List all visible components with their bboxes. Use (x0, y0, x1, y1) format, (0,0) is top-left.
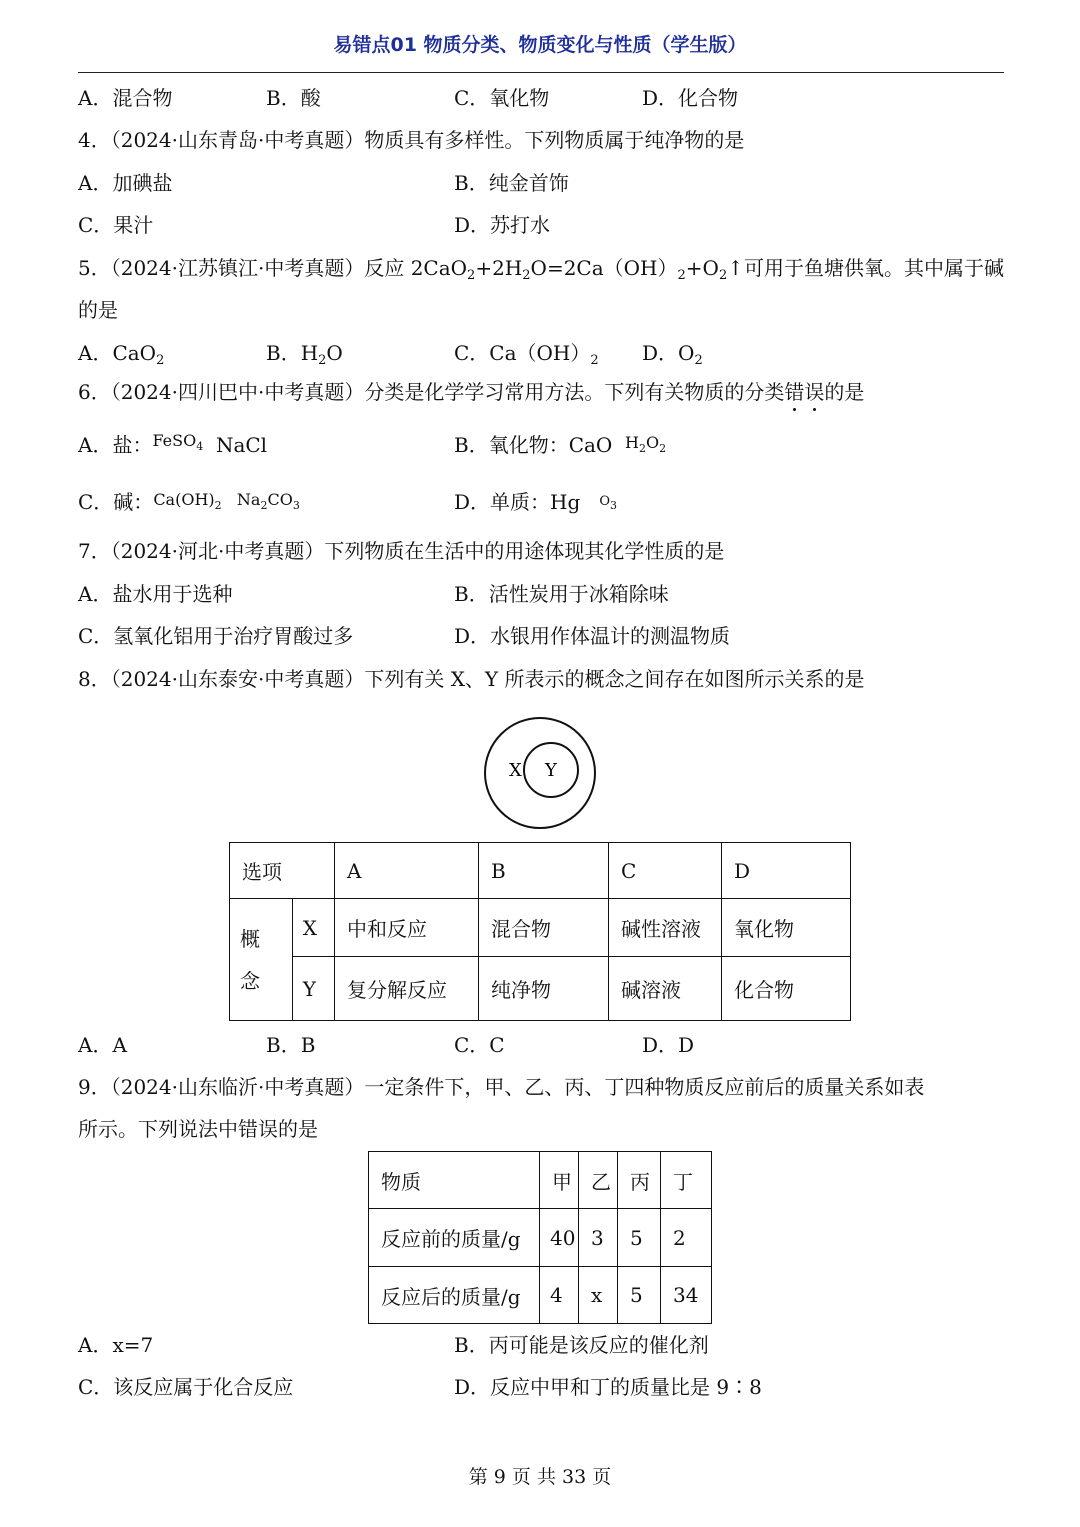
header-divider (78, 72, 1004, 73)
table-cell: 中和反应 (335, 899, 479, 957)
q9-stem: 9．（2024·山东临沂·中考真题）一定条件下，甲、乙、丙、丁四种物质反应前后的质量关系如表 (78, 1075, 925, 1099)
table-header-cell: B (479, 843, 609, 899)
table-row (369, 1152, 712, 1209)
table-header-cell: 丁 (661, 1152, 712, 1209)
table-cell: 反应后的质量/g (369, 1267, 540, 1324)
table-row (230, 899, 851, 957)
table-header-cell: 乙 (579, 1152, 618, 1209)
q9-option-c: C．该反应属于化合反应 (78, 1375, 294, 1399)
q7-stem: 7．（2024·河北·中考真题）下列物质在生活中的用途体现其化学性质的是 (78, 539, 725, 563)
page-header-title: 易错点01 物质分类、物质变化与性质（学生版） (333, 34, 747, 56)
q5-stem: 5．（2024·江苏镇江·中考真题）反应 $2CaO_2+2H_2O=2Ca(OH)_2+O_2↑$可用于鱼塘供氧。其中属于碱 (78, 256, 1004, 283)
table-header-cell: D (722, 843, 851, 899)
table-cell: 化合物 (722, 957, 851, 1021)
table-header-cell: A (335, 843, 479, 899)
table-cell: 34 (661, 1267, 712, 1324)
table-header-cell: 选项 (230, 843, 335, 899)
q8-option-b: B．B (266, 1033, 316, 1057)
table-header-cell: 物质 (369, 1152, 540, 1209)
q6-option-c: C．碱：$^{Ca(OH)_2 Na_2CO_3}$ (78, 490, 300, 514)
table-row (369, 1209, 712, 1267)
q5-option-a: A．CaO$_2$ (78, 341, 165, 368)
q5-stem-line2: 的是 (78, 298, 118, 322)
q5-option-d: D．$O_2$ (642, 341, 703, 368)
venn-diagram (480, 713, 600, 833)
q4-option-d: D．苏打水 (454, 213, 551, 237)
table-row (230, 843, 851, 899)
q3-option-d: D．化合物 (642, 86, 739, 110)
table-cell: 3 (579, 1209, 618, 1267)
page-number-footer: 第 9 页 共 33 页 (468, 1466, 612, 1488)
q4-option-c: C．果汁 (78, 213, 154, 237)
q7-option-c: C．氢氧化铝用于治疗胃酸过多 (78, 624, 354, 648)
table-cell: 混合物 (479, 899, 609, 957)
q7-option-b: B．活性炭用于冰箱除味 (454, 582, 669, 606)
table-cell: 纯净物 (479, 957, 609, 1021)
table-cell: 5 (618, 1209, 661, 1267)
table-header-cell: C (609, 843, 722, 899)
table-cell: 2 (661, 1209, 712, 1267)
q3-option-b: B．酸 (266, 86, 321, 110)
table-header-cell: 甲 (540, 1152, 579, 1209)
table-cell: 4 (540, 1267, 579, 1324)
q9-mass-table (368, 1151, 712, 1324)
emphasis-dot-char: 误 (804, 380, 825, 404)
table-cell: 5 (618, 1267, 661, 1324)
table-cell: 40 (540, 1209, 579, 1267)
q6-option-d: D．单质：Hg $^{O_3}$ (454, 490, 618, 514)
q9-stem-line2: 所示。下列说法中错误的是 (78, 1117, 318, 1141)
venn-label-y: Y (545, 760, 557, 781)
table-cell: 复分解反应 (335, 957, 479, 1021)
q4-stem: 4．（2024·山东青岛·中考真题）物质具有多样性。下列物质属于纯净物的是 (78, 128, 745, 152)
table-cell: Y (292, 957, 334, 1021)
q8-option-c: C．C (454, 1033, 505, 1057)
venn-label-x: X (509, 760, 522, 781)
table-group-label: 概 念 (230, 899, 293, 1021)
q4-option-b: B．纯金首饰 (454, 171, 569, 195)
q9-option-b: B．丙可能是该反应的催化剂 (454, 1333, 709, 1357)
table-cell: 碱性溶液 (609, 899, 722, 957)
table-row (230, 957, 851, 1021)
q6-option-a: A．盐：$^{FeSO_4}$ NaCl (78, 431, 268, 457)
q7-option-d: D．水银用作体温计的测温物质 (454, 624, 731, 648)
q4-option-a: A．加碘盐 (78, 171, 173, 195)
table-row (369, 1267, 712, 1324)
table-header-cell: 丙 (618, 1152, 661, 1209)
emphasis-dot-char: 错 (784, 380, 805, 404)
q6-stem: 6．（2024·四川巴中·中考真题）分类是化学学习常用方法。下列有关物质的分类错误的是 (78, 380, 865, 404)
q8-concept-table (229, 842, 851, 1021)
q8-stem: 8．（2024·山东泰安·中考真题）下列有关 X、Y 所表示的概念之间存在如图所示关系的是 (78, 667, 865, 691)
table-cell: 反应前的质量/g (369, 1209, 540, 1267)
q9-option-a: A．x=7 (78, 1333, 154, 1357)
q5-option-c: C．$Ca(OH)_2$ (454, 341, 599, 368)
q5-option-b: B．$H_2O$ (266, 341, 343, 368)
table-cell: 碱溶液 (609, 957, 722, 1021)
q9-option-d: D．反应中甲和丁的质量比是 9∶8 (454, 1375, 762, 1399)
q8-option-a: A．A (78, 1033, 127, 1057)
q8-option-d: D．D (642, 1033, 695, 1057)
table-cell: 氧化物 (722, 899, 851, 957)
q7-option-a: A．盐水用于选种 (78, 582, 233, 606)
q3-option-a: A．混合物 (78, 86, 173, 110)
q6-option-b: B．氧化物：CaO $^{H_2O_2}$ (454, 433, 667, 457)
q3-option-c: C．氧化物 (454, 86, 550, 110)
table-cell: x (579, 1267, 618, 1324)
table-cell: X (292, 899, 334, 957)
